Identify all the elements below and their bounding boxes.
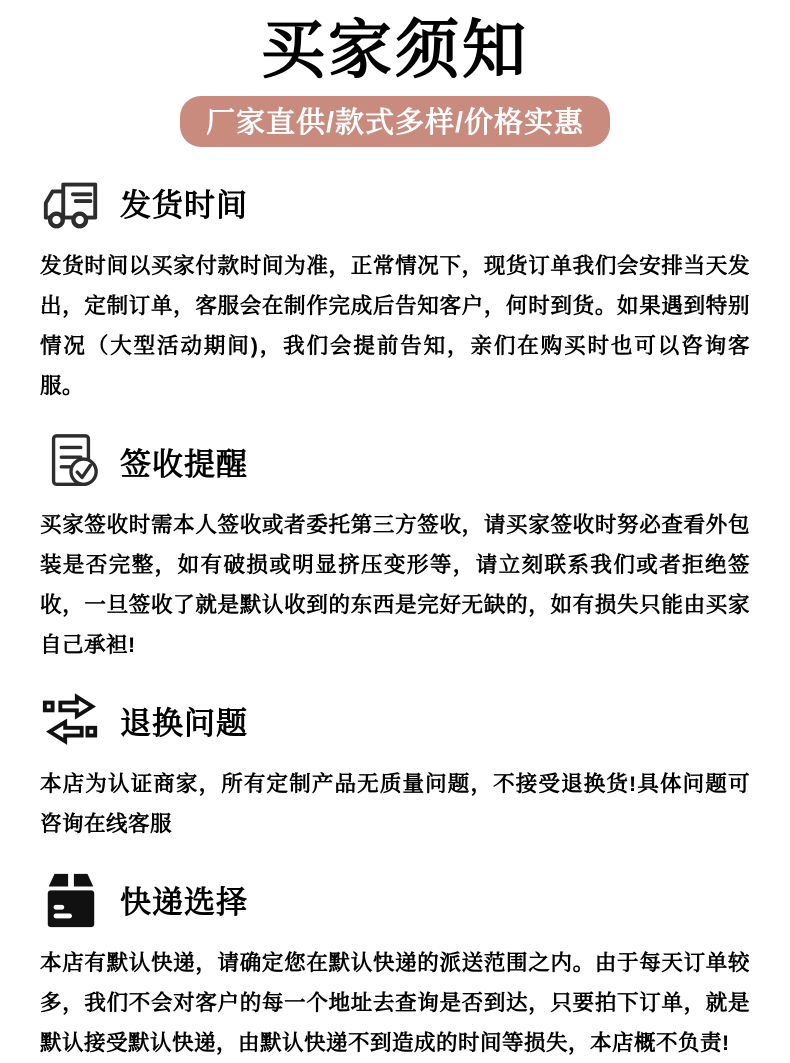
badge: 厂家直供/款式多样/价格实惠: [180, 96, 610, 147]
section-sign-reminder: [40, 431, 750, 665]
section-heading: 发货时间: [120, 188, 248, 224]
section-body: 本店有默认快递，请确定您在默认快递的派送范围之内。由于每天订单较多，我们不会对客户的每一个地址去查询是否到达，只要拍下订单，就是默认接受默认快递，由默认快递不到造成的时间等损失，本店概不负责!: [40, 950, 750, 1055]
section-body: 发货时间以买家付款时间为准，正常情况下，现货订单我们会安排当天发出，定制订单，客服会在制作完成后告知客户，何时到货。如果遇到特别情况（大型活动期间)，我们会提前告知，亲们在购买时也可以咨询客服。: [40, 253, 750, 398]
section-heading: 签收提醒: [120, 447, 248, 483]
document-check-icon: [40, 432, 102, 492]
package-icon: [40, 870, 102, 930]
section-heading: 快递选择: [120, 885, 248, 921]
page-title: 买家须知: [261, 14, 529, 86]
section-header: [40, 431, 750, 493]
section-express-choice: [40, 869, 750, 1063]
section-return-policy: [40, 690, 750, 844]
section-body: 买家签收时需本人签收或者委托第三方签收，请买家签收时努必查看外包装是否完整，如有破损或明显挤压变形等，请立刻联系我们或者拒绝签收，一旦签收了就是默认收到的东西是完好无缺的，如有损失只能由买家自己承袒!: [40, 512, 750, 657]
truck-icon: [40, 173, 102, 233]
section-header: [40, 172, 750, 234]
section-header: [40, 869, 750, 931]
exchange-arrows-icon: [40, 691, 102, 751]
section-body: 本店为认证商家，所有定制产品无质量问题，不接受退换货!具体问题可咨询在线客服: [40, 771, 750, 836]
section-header: [40, 690, 750, 752]
section-heading: 退换问题: [120, 706, 248, 742]
section-shipping-time: [40, 172, 750, 406]
